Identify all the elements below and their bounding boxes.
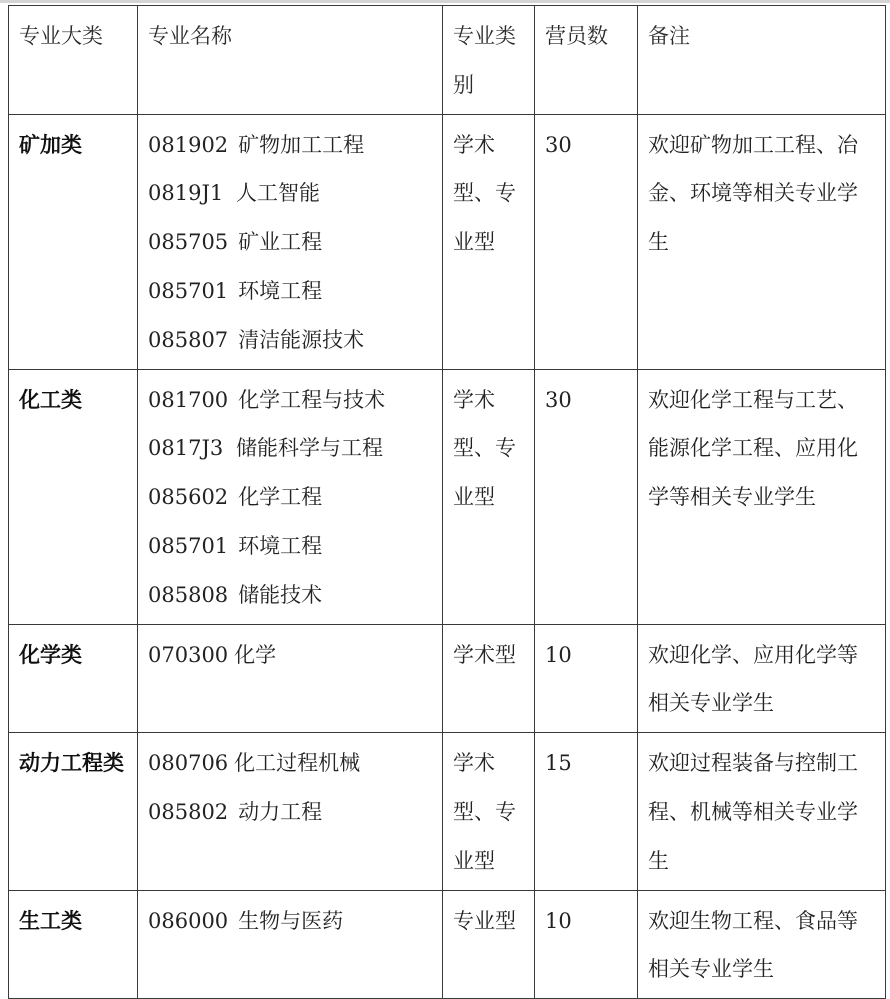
major-name: 人工智能 xyxy=(236,181,320,206)
major-code: 086000 xyxy=(148,908,229,933)
major-code: 085701 xyxy=(148,533,229,558)
table-row xyxy=(9,114,886,369)
major-item xyxy=(148,897,432,946)
majors-cell xyxy=(138,369,443,624)
major-type-cell: 学术型、专业型 xyxy=(443,369,535,624)
majors-cell xyxy=(138,890,443,999)
major-item xyxy=(148,121,432,170)
major-item xyxy=(148,788,432,837)
remark-cell: 欢迎矿物加工工程、冶金、环境等相关专业学生 xyxy=(638,114,886,369)
major-item xyxy=(148,218,432,267)
table-header-row xyxy=(9,6,886,115)
table-row xyxy=(9,890,886,999)
majors-table xyxy=(8,5,886,999)
major-name: 化学工程与技术 xyxy=(238,387,386,412)
top-border-strip xyxy=(0,0,890,3)
major-code: 070300 xyxy=(148,642,229,667)
major-item xyxy=(148,522,432,571)
capacity-cell: 10 xyxy=(535,624,638,733)
major-name: 环境工程 xyxy=(238,533,323,558)
remark-cell: 欢迎生物工程、食品等相关专业学生 xyxy=(638,890,886,999)
major-name: 化工过程机械 xyxy=(234,751,361,776)
major-name: 动力工程 xyxy=(238,799,323,824)
major-name: 化学 xyxy=(234,642,277,667)
remark-cell: 欢迎过程装备与控制工程、机械等相关专业学生 xyxy=(638,733,886,890)
major-name: 储能技术 xyxy=(238,582,323,607)
major-item xyxy=(148,169,432,218)
major-code: 081902 xyxy=(148,132,229,157)
header-category: 专业大类 xyxy=(9,6,138,115)
major-item xyxy=(148,424,432,473)
major-code: 085808 xyxy=(148,582,229,607)
major-name: 矿物加工工程 xyxy=(238,132,365,157)
major-type-cell: 学术型 xyxy=(443,624,535,733)
capacity-cell: 30 xyxy=(535,114,638,369)
header-major-name: 专业名称 xyxy=(138,6,443,115)
majors-cell xyxy=(138,114,443,369)
major-item xyxy=(148,571,432,620)
major-code: 085701 xyxy=(148,278,229,303)
major-item xyxy=(148,267,432,316)
major-code: 0819J1 xyxy=(148,181,224,206)
header-capacity: 营员数 xyxy=(535,6,638,115)
major-code: 0817J3 xyxy=(148,436,224,461)
major-name: 化学工程 xyxy=(238,485,323,510)
major-item xyxy=(148,739,432,788)
category-cell: 动力工程类 xyxy=(9,733,138,890)
major-name: 环境工程 xyxy=(238,278,323,303)
majors-cell xyxy=(138,733,443,890)
major-name: 储能科学与工程 xyxy=(236,436,383,461)
major-type-cell: 学术型、专业型 xyxy=(443,733,535,890)
major-code: 080706 xyxy=(148,751,229,776)
major-type-cell: 学术型、专业型 xyxy=(443,114,535,369)
major-name: 清洁能源技术 xyxy=(238,327,365,352)
major-name: 矿业工程 xyxy=(238,230,323,255)
major-type-cell: 专业型 xyxy=(443,890,535,999)
header-remark: 备注 xyxy=(638,6,886,115)
major-code: 085602 xyxy=(148,485,229,510)
major-item xyxy=(148,473,432,522)
header-major-type: 专业类别 xyxy=(443,6,535,115)
major-code: 085705 xyxy=(148,230,229,255)
capacity-cell: 30 xyxy=(535,369,638,624)
major-item xyxy=(148,631,432,680)
major-item xyxy=(148,316,432,365)
majors-cell xyxy=(138,624,443,733)
major-code: 081700 xyxy=(148,387,229,412)
table-row xyxy=(9,624,886,733)
table-row xyxy=(9,733,886,890)
table-row xyxy=(9,369,886,624)
remark-cell: 欢迎化学、应用化学等相关专业学生 xyxy=(638,624,886,733)
major-code: 085807 xyxy=(148,327,229,352)
category-cell: 化学类 xyxy=(9,624,138,733)
category-cell: 矿加类 xyxy=(9,114,138,369)
category-cell: 生工类 xyxy=(9,890,138,999)
major-code: 085802 xyxy=(148,799,229,824)
remark-cell: 欢迎化学工程与工艺、能源化学工程、应用化学等相关专业学生 xyxy=(638,369,886,624)
major-item xyxy=(148,376,432,425)
category-cell: 化工类 xyxy=(9,369,138,624)
major-name: 生物与医药 xyxy=(238,908,344,933)
capacity-cell: 10 xyxy=(535,890,638,999)
capacity-cell: 15 xyxy=(535,733,638,890)
